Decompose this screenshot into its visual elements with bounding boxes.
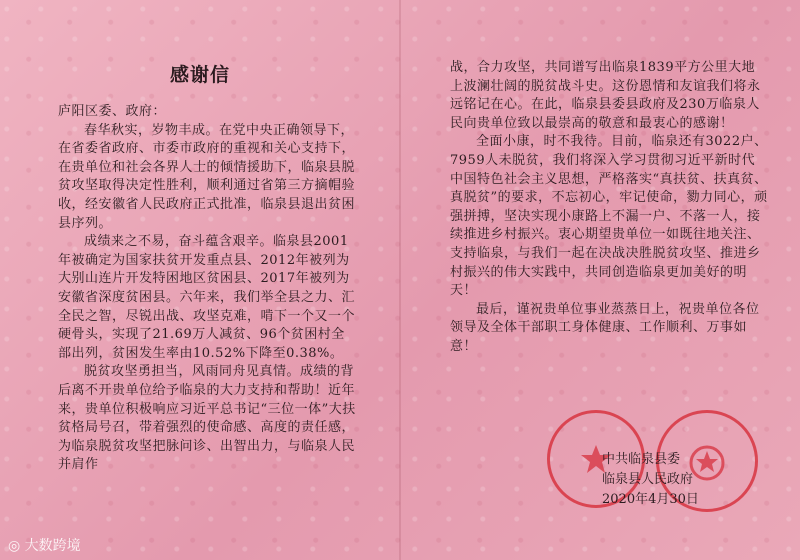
signature-date: 2020年4月30日 bbox=[602, 492, 699, 507]
left-page-body bbox=[58, 103, 358, 475]
paragraph: 春华秋实，岁物丰成。在党中央正确领导下，在省委省政府、市委市政府的重视和关心支持下，在贵单位和社会各界人士的倾情援助下，临泉县脱贫攻坚取得决定性胜利，顺利通过省第三方摘帽验收，经安徽省人民政府正式批准，临泉县退出贫困县序列。 bbox=[58, 122, 356, 231]
paragraph: 全面小康，时不我待。目前，临泉还有3022户、7959人未脱贫，我们将深入学习贯彻习近平新时代中国特色社会主义思想，严格落实“真扶贫、扶真贫、真脱贫”的要求，不忘初心，牢记使命，勠力同心，顽强拼搏，坚决实现小康路上不漏一户、不落一人，接续推进乡村振兴。衷心期望贵单位一如既往地关注、支持临泉，与我们一起在决战决胜脱贫攻坚、推进乡村振兴的伟大实践中，共同创造临泉更加美好的明天！ bbox=[450, 134, 768, 299]
watermark bbox=[8, 535, 81, 555]
signature-line-1: 中共临泉县委 bbox=[602, 452, 681, 467]
watermark-text: 大数跨境 bbox=[24, 538, 81, 554]
right-page-body bbox=[450, 59, 768, 357]
paragraph: 最后，谨祝贵单位事业蒸蒸日上，祝贵单位各位领导及全体干部职工身体健康、工作顺利、万事如意！ bbox=[450, 301, 760, 354]
signature-block bbox=[602, 450, 699, 510]
paragraph: 成绩来之不易，奋斗蕴含艰辛。临泉县2001年被确定为国家扶贫开发重点县、2012年被列为大别山连片开发特困地区贫困县、2017年被列为安徽省深度贫困县。六年来，我们举全县之力、汇全民之智，尽锐出战、攻坚克难，啃下一个又一个硬骨头，实现了21.69万人减贫、96个贫困村全部出列，贫困发生率由10.52%下降至0.38%。 bbox=[58, 234, 356, 361]
signature-line-2: 临泉县人民政府 bbox=[602, 472, 694, 487]
salutation: 庐阳区委、政府： bbox=[58, 104, 167, 119]
letter-title: 感谢信 bbox=[169, 64, 230, 86]
paragraph: 脱贫攻坚勇担当，风雨同舟见真情。成绩的背后离不开贵单位给予临泉的大力支持和帮助！近年来，贵单位积极响应习近平总书记“三位一体”大扶贫格局号召，带着强烈的使命感、高度的责任感，为临泉脱贫攻坚把脉问诊、出智出力，与临泉人民并肩作 bbox=[58, 364, 356, 473]
logo-icon: ◎ bbox=[8, 538, 21, 554]
paragraph: 战，合力攻坚，共同谱写出临泉1839平方公里大地上波澜壮阔的脱贫战斗史。这份恩情和友谊我们将永远铭记在心。在此，临泉县委县政府及230万临泉人民向贵单位致以最崇高的敬意和最衷心的感谢！ bbox=[450, 60, 761, 131]
